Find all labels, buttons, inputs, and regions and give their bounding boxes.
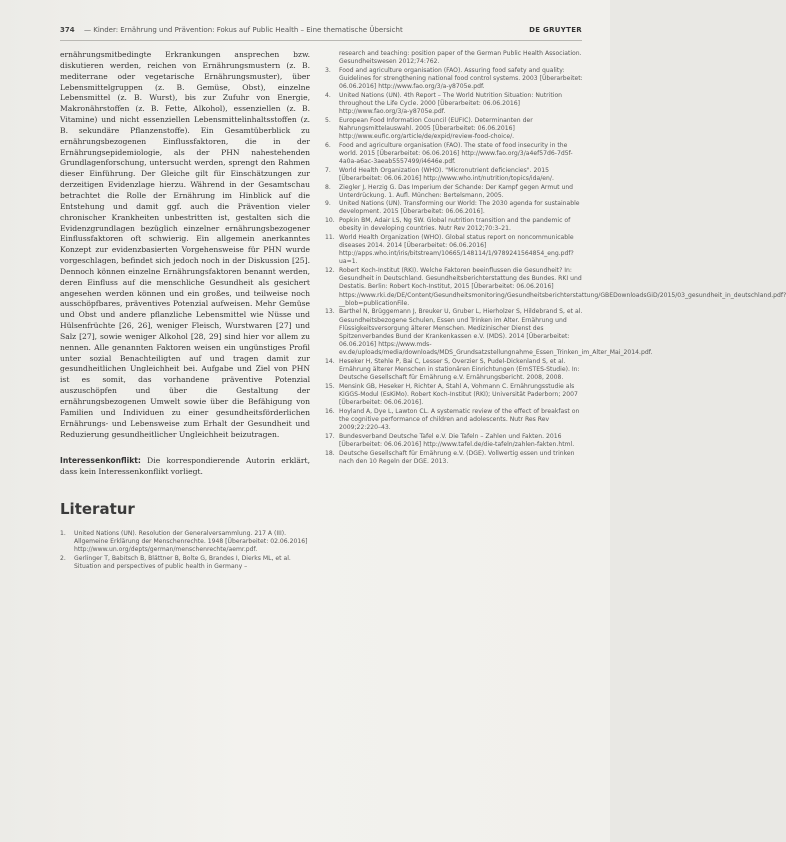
reference-text: World Health Organization (WHO). "Micronutrient deficiencies". 2015 [Überarbeitet: 06.06.2016] http://www.who.int/nutrition/topics/ida/en/. — [339, 166, 554, 182]
reference-number: 10. — [325, 217, 335, 225]
reference-item — [325, 450, 587, 466]
reference-text: Deutsche Gesellschaft für Ernährung e.V. (DGE). Vollwertig essen und trinken nach den 10 Regeln der DGE. 2013. — [339, 449, 575, 465]
conflict-of-interest — [60, 456, 310, 478]
reference-number: 6. — [325, 141, 331, 149]
reference-item — [60, 530, 310, 554]
reference-text: United Nations (UN). 4th Report – The World Nutrition Situation: Nutrition throughout the Life Cycle. 2000 [Überarbeitet: 06.06.2016] http://www.fao.org/3/a-y8705e.pdf. — [339, 91, 563, 116]
reference-item — [325, 50, 587, 66]
reference-text: Mensink GB, Heseker H, Richter A, Stahl A, Vohmann C. Ernährungsstudie als KiGGS-Modul (EsKiMo). Robert Koch-Institut (RKI); Universität Paderborn; 2007 [Überarbeitet: 06.06.2016]. — [339, 382, 578, 407]
reference-text: Heseker H, Stehle P, Bai C, Lesser S, Overzier S, Pudel-Dickenland S, et al. Ernährung älterer Menschen in stationären Einrichtungen (ErnSTES-Studie). In: Deutsche Gesellschaft für Ernährung e.V. Ernährungsbericht. 2008, 2008. — [339, 357, 580, 382]
reference-text: World Health Organization (WHO). Global status report on noncommunicable diseases 2014. 2014 [Überarbeitet: 06.06.2016] http://apps.who.int/iris/bitstream/10665/148114/1/9789241564854_eng.pdf?ua=1. — [339, 233, 574, 266]
reference-number: 1. — [60, 530, 66, 538]
reference-item — [325, 433, 587, 449]
header-rule — [60, 40, 582, 41]
reference-text: United Nations (UN). Transforming our World: The 2030 agenda for sustainable development. 2015 [Überarbeitet: 06.06.2016]. — [339, 200, 580, 216]
reference-text: United Nations (UN). Resolution der Generalversammlung. 217 A (III). Allgemeine Erklärung der Menschenrechte. 1948 [Überarbeitet: 02.06.2016] http://www.un.org/depts/german/menschenrechte/aemr.pdf. — [74, 530, 308, 554]
reference-text: Barthel N, Brüggemann J, Breuker U, Gruber L, Hierholzer S, Hildebrand S, et al. Gesundheitsbezogene Schulen, Essen und Trinken im Alter. Ernährung und Flüssigkeitsversorgung älterer Menschen. Medizinischer Dienst des Spitzenverbandes Bund der Krankenkassen e.V. (MDS). 2014 [Überarbeitet: 06.06.2016] https://www.mds-ev.de/uploads/media/downloads/MDS_Grundsatzstellungnahme_Essen_Trinken_im_Alter_Mai_2014.pdf. — [339, 308, 653, 357]
reference-number: 15. — [325, 382, 335, 390]
running-header — [60, 26, 582, 40]
body-paragraph: ernährungsmitbedingte Erkrankungen ansprechen bzw. diskutieren werden, reichen von Ernährungsmustern (z. B. mediterrane oder vegetarische Ernährungsmuster), über Lebensmittelgruppen (z. B. Gemüse, Obst), einzelne Lebensmittel (z. B. Wurst), bis zur Zufuhr von Energie, Makronährstoffen (z. B. Fette, Alkohol), essenziellen (z. B. Vitamine) und nicht essenziellen Lebensmittelinhaltsstoffen (z. B. sekundäre Pflanzenstoffe). Ein Gesamtüberblick zu ernährungsbezogenen Einflussfaktoren, die in der Ernährungsepidemiologie, als der PHN nahestehenden Grundlagenforschung, untersucht werden, sprengt den Rahmen dieser Einführung. Der Gleiche gilt für Einschätzungen zur derzeitigen Evidenzlage hierzu. Während in der Gesamtschau betrachtet die Rolle der Ernährung im Hinblick auf die Entstehung und damit ggf. auch die Prävention vieler chronischer Krankheiten unbestritten ist, gestalten sich die Evidenzgrundlagen bezüglich einzelner ernährungsbezogener Einflussfaktoren oft schwierig. Ein allgemein anerkanntes Konzept zur evidenzbasierten Vorgehensweise für PHN wurde vorgeschlagen, befindet sich jedoch noch in der Diskussion [25]. Dennoch können einzelne Ernährungsfaktoren benannt werden, deren Einfluss auf die menschliche Gesundheit als gesichert angesehen werden können und ein großes, und teilweise noch ausschöpfbares, präventives Potenzial aufweisen. Mehr Gemüse und Obst und andere pflanzliche Lebensmittel wie Nüsse und Hülsenfrüchte [26, 26], weniger Fleisch, Wurstwaren [27] und Salz [27], sowie weniger Alkohol [28, 29] sind hier vor allem zu nennen. Alle genannten Faktoren weisen ein ungünstiges Profil unter sozial Benachteiligten auf und tragen damit zur gesundheitlichen Ungleichheit bei. Aufgabe und Ziel von PHN ist es somit, das vorhandene präventive Potenzial auszuschöpfen und über die Gestaltung der ernährungsbezogenen Umwelt sowie über die Befähigung von Familien und Individuen zu einer gesundheitsförderlichen Ernährungs- und Lebensweise zum Erhalt der Gesundheit und Reduzierung gesundheitlicher Ungleichheit beizutragen. — [60, 50, 310, 439]
running-title: — Kinder: Ernährung und Prävention: Fokus auf Public Health – Eine thematische Übersicht — [84, 26, 403, 34]
reference-number: 8. — [325, 183, 331, 191]
reference-text: Hoyland A, Dye L, Lawton CL. A systematic review of the effect of breakfast on the cognitive performance of children and adolescents. Nutr Res Rev 2009;22:220–43. — [339, 407, 580, 432]
reference-item — [325, 184, 587, 200]
reference-number: 13. — [325, 308, 335, 316]
reference-list-left — [60, 530, 310, 571]
conflict-text: Die korrespondierende Autorin erklärt, dass kein Interessenkonflikt vorliegt. — [60, 456, 310, 477]
reference-number: 3. — [325, 66, 331, 74]
reference-number: 17. — [325, 432, 335, 440]
section-title-literatur: Literatur — [60, 500, 135, 519]
reference-text: research and teaching: position paper of the German Public Health Association. Gesundheitswesen 2012;74:762. — [339, 50, 582, 66]
reference-item — [325, 217, 587, 233]
reference-text: Gerlinger T, Babitsch B, Blättner B, Bolte G, Brandes I, Dierks ML, et al. Situation and perspectives of public health in Germany – — [74, 555, 291, 571]
reference-item — [325, 142, 587, 166]
conflict-label: Interessenkonflikt: — [60, 456, 141, 466]
reference-number: 16. — [325, 407, 335, 415]
reference-item — [325, 200, 587, 216]
reference-number: 5. — [325, 116, 331, 124]
reference-text: Food and agriculture organisation (FAO). Assuring food safety and quality: Guidelines for strengthening national food control systems. 2003 [Überarbeitet: 06.06.2016] http://www.fao.org/3/a-y8705e.pdf. — [339, 66, 583, 91]
reference-item — [325, 67, 587, 91]
reference-number: 12. — [325, 267, 335, 275]
reference-text: Popkin BM, Adair LS, Ng SW. Global nutrition transition and the pandemic of obesity in developing countries. Nutr Rev 2012;70:3–21. — [339, 217, 571, 233]
right-column — [325, 50, 786, 466]
reference-item — [325, 234, 587, 267]
reference-number: 14. — [325, 357, 335, 365]
reference-item — [325, 167, 587, 183]
reference-text: Bundesverband Deutsche Tafel e.V. Die Tafeln – Zahlen und Fakten. 2016 [Überarbeitet: 06.06.2016] http://www.tafel.de/die-tafeln/zahlen-fakten.html. — [339, 432, 575, 448]
reference-item — [325, 358, 587, 382]
reference-number: 9. — [325, 200, 331, 208]
reference-number: 18. — [325, 449, 335, 457]
page-number: 374 — [60, 26, 75, 34]
publisher-logo: DE GRUYTER — [529, 26, 582, 34]
reference-number: 4. — [325, 91, 331, 99]
reference-text: European Food Information Council (EUFIC). Determinanten der Nahrungsmittelauswahl. 2005 [Überarbeitet: 06.06.2016] http://www.eufic.org/article/de/expid/review-food-choice/. — [339, 116, 533, 141]
reference-text: Ziegler J, Herzig G. Das Imperium der Schande: Der Kampf gegen Armut und Unterdrückung. 1. Aufl. München: Bertelsmann, 2005. — [339, 183, 574, 199]
reference-item — [325, 408, 587, 432]
reference-item — [325, 383, 587, 407]
reference-number: 11. — [325, 233, 335, 241]
reference-text: Robert Koch-Institut (RKI). Welche Faktoren beeinflussen die Gesundheit? In: Gesundheit in Deutschland. Gesundheitsberichterstattung des Bundes. RKI und Destatis. Berlin: Robert Koch-Institut, 2015 [Überarbeitet: 06.06.2016] https://www.rki.de/DE/Content/Gesundheitsmonitoring/Gesundheitsberichterstattung/GBEDownloadsGiD/2015/03_gesundheit_in_deutschland.pdf?__blob=publicationFile. — [339, 267, 786, 307]
reference-number: 7. — [325, 166, 331, 174]
reference-item — [60, 555, 310, 571]
reference-item — [325, 117, 587, 141]
reference-list-right — [325, 50, 786, 466]
reference-item — [325, 267, 786, 308]
reference-item — [325, 308, 653, 357]
reference-text: Food and agriculture organisation (FAO). The state of food insecurity in the world. 2015 [Überarbeitet: 06.06.2016] http://www.fao.org/3/a4ef57d6-7d5f-4a0a-a6ac-3aeab5557499/i4646e.pdf. — [339, 141, 573, 166]
left-column — [60, 50, 310, 572]
reference-item — [325, 92, 587, 116]
reference-number: 2. — [60, 555, 66, 563]
